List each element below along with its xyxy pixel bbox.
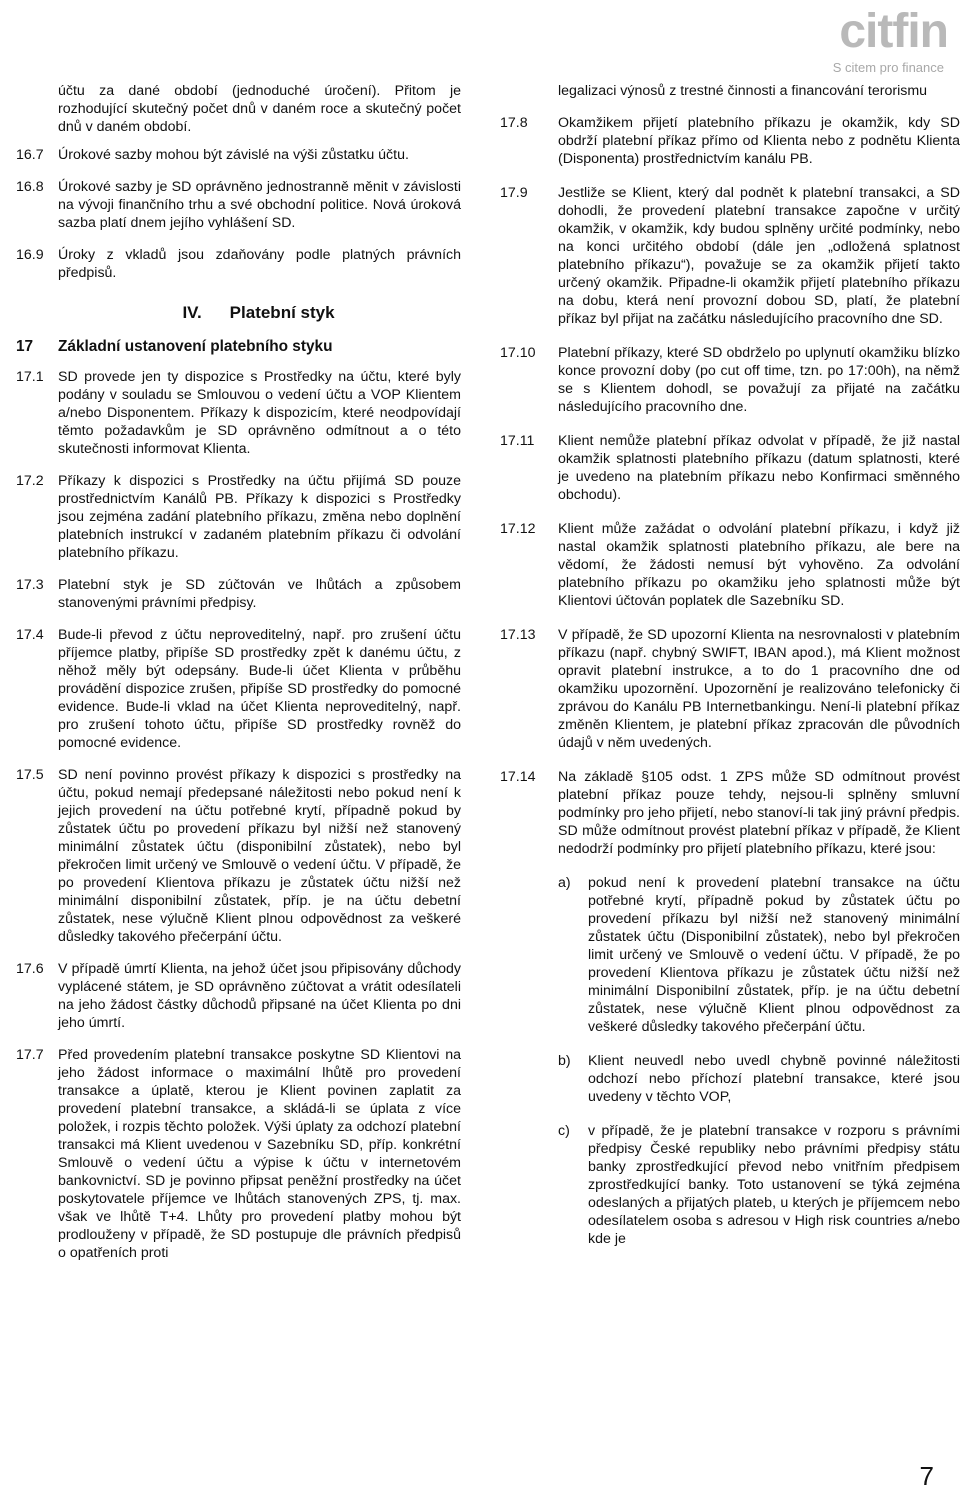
citfin-logo (818, 0, 948, 80)
clause-text: Úrokové sazby mohou být závislé na výši zůstatku účtu. (58, 147, 409, 163)
chapter-title: Základní ustanovení platebního styku (58, 338, 333, 355)
clause-text: SD není povinno provést příkazy k dispozici s prostředky na účtu, pokud nemají předepsané náležitosti nebo pokud není k jejich provedení na účtu potřebné krytí, případně pokud by zůstatek účtu po provedení příkazu byl nižší než stanovený minimální zůstatek účtu (disponibilní zůstatek), nebo byl překročen limit určený ve Smlouvě o vedení účtu. V případě, že po provedení Klientova příkazu je zůstatek účtu nižší než minimální disponibilní zůstatek, příp. je na účtu debetní zůstatek, nese výlučně Klient plnou odpovědnost za veškeré důsledky takového přečerpání účtu. (58, 767, 461, 945)
clause-number: 16.7 (16, 147, 44, 163)
clause-number: 17.4 (16, 627, 44, 643)
clause-17-4 (16, 626, 461, 752)
clause-number: 17.9 (500, 185, 528, 201)
logo-tagline: S citem pro finance (832, 60, 944, 75)
clause-17-8 (500, 114, 960, 168)
subclause-letter: a) (558, 875, 571, 891)
section-title: Platební styk (229, 303, 335, 322)
clause-17-11 (500, 432, 960, 504)
clause-17-10 (500, 344, 960, 416)
clause-text: Úroky z vkladů jsou zdaňovány podle platných právních předpisů. (58, 247, 461, 281)
clause-number: 17.2 (16, 473, 44, 489)
clause-17-6 (16, 960, 461, 1032)
clause-17-1 (16, 368, 461, 458)
paragraph-continuation: účtu za dané období (jednoduché úročení). Přitom je rozhodující skutečný počet dnů v daném roce a skutečný počet dnů v daném období. (58, 83, 461, 135)
subclause-letter: b) (558, 1053, 571, 1069)
clause-16-8 (16, 178, 461, 232)
clause-number: 17.5 (16, 767, 44, 783)
clause-number: 17.3 (16, 577, 44, 593)
clause-text: Před provedením platební transakce poskytne SD Klientovi na jeho žádost informace o maximální lhůtě pro provedení transakce a úplatě, kterou je Klient povinen zaplatit za provedení platební transakce, a skládá-li se úplata z více položek, i rozpis těchto položek. Výši úplaty za odchozí platební transakci má Klient uvedenou v Sazebníku SD, příp. konkrétní Smlouvě o vedení účtu a výpise k účtu v internetovém bankovnictví. SD je povinno připsat peněžní prostředky na účet poskytovatele příjemce ve lhůtách stanovených ZPS, tj. max. však ve lhůtě T+4. Lhůty pro provedení platby mohou být prodlouženy v případě, že SD postupuje dle právních předpisů o opatřeních proti (58, 1047, 461, 1261)
clause-text: Jestliže se Klient, který dal podnět k platební transakci, a SD dohodli, že provedení platební transakce započne v určitý okamžik, v okamžik, kdy budou splněny určité podmínky, nebo na konci určitého období (dále jen „odložená splatnost platebního příkazu“), považuje se za okamžik přijetí takto určený okamžik. Připadne-li okamžik přijetí platebního příkazu na dobu, která není provozní dobou SD, platí, že platební příkaz byl přijat na začátku následujícího pracovního dne SD. (558, 185, 960, 327)
paragraph-continuation: legalizaci výnosů z trestné činnosti a financování terorismu (558, 83, 928, 99)
left-column (16, 82, 461, 1262)
page-number: 7 (919, 1461, 934, 1491)
subclause-letter: c) (558, 1123, 570, 1139)
clause-text: V případě úmrtí Klienta, na jehož účet jsou připisovány důchody vyplácené státem, je SD oprávněno zúčtovat a vrátit odesílateli na jeho žádost částky důchodů připsané na účet Klienta po dni jeho úmrtí. (58, 961, 461, 1031)
clause-number: 17.12 (500, 521, 536, 537)
logo-wordmark: citfin (839, 5, 948, 58)
clause-text: Na základě §105 odst. 1 ZPS může SD odmítnout provést platební příkaz pouze tehdy, nejsou-li splněny smluvní podmínky pro jeho přijetí, nebo stanoví-li tak jiný právní předpis. SD může odmítnout provést platební příkaz v případě, že Klient nedodrží podmínky pro přijetí platebního příkazu, které jsou: (558, 769, 960, 857)
clause-text: Okamžikem přijetí platebního příkazu je okamžik, kdy SD obdrží platební příkaz přímo od Klienta nebo z podnětu Klienta (Disponenta) prostřednictvím kanálu PB. (558, 115, 960, 167)
clause-17-12 (500, 520, 960, 610)
clause-number: 17.14 (500, 769, 536, 785)
subclause-b (558, 1052, 960, 1106)
clause-17-3 (16, 576, 461, 612)
chapter-heading (16, 338, 461, 356)
clause-number: 17.1 (16, 369, 44, 385)
clause-number: 16.9 (16, 247, 44, 263)
clause-text: Bude-li převod z účtu neproveditelný, např. pro zrušení účtu příjemce platby, připíše SD prostředky zpět k danému účtu, z něhož měly být odepsány. Bude-li účet Klienta v průběhu provádění dispozice zrušen, připíše SD prostředky do pomocné evidence. Bude-li vklad na účet Klienta neproveditelný, např. pro zrušení tohoto účtu, připíše SD prostředky rovněž do pomocné evidence. (58, 627, 461, 751)
clause-text: V případě, že SD upozorní Klienta na nesrovnalosti v platebním příkazu (např. chybný SWIFT, IBAN apod.), má Klient možnost opravit platební instrukce, a to do 1 pracovního dne od okamžiku upozornění. Upozornění je realizováno telefonicky či zprávou do Kanálu PB Internetbankingu. Není-li platební příkaz změněn Klientem, je platební příkaz zpracován dle původních údajů v něm uvedených. (558, 627, 960, 751)
clause-17-13 (500, 626, 960, 752)
clause-17-14 (500, 768, 960, 858)
clause-text: Platební příkazy, které SD obdrželo po uplynutí okamžiku blízko konce provozní doby (po cut off time, tzn. po 17:00h), na němž se s Klientem dohodl, se považují za přijaté na začátku následujícího pracovního dne. (558, 345, 960, 415)
clause-number: 16.8 (16, 179, 44, 195)
subclause-text: v případě, že je platební transakce v rozporu s právními předpisy České republiky nebo právními předpisy státu banky zprostředkující převod nebo vnitřním předpisem zprostředkující banky. Toto ustanovení se týká zejména odeslaných a přijatých plateb, u kterých je příjemcem nebo odesílatelem osoba s adresou v High risk countries a/nebo kde je (588, 1123, 960, 1247)
clause-number: 17.11 (500, 433, 535, 449)
clause-number: 17.7 (16, 1047, 44, 1063)
clause-16-7 (16, 146, 461, 164)
section-heading (16, 304, 461, 322)
clause-17-5 (16, 766, 461, 946)
clause-17-7 (16, 1046, 461, 1262)
subclause-text: Klient neuvedl nebo uvedl chybně povinné náležitosti odchozí nebo příchozí platební transakce, které jsou uvedeny v těchto VOP, (588, 1053, 960, 1105)
subclause-c (558, 1122, 960, 1248)
clause-text: Klient nemůže platební příkaz odvolat v případě, že již nastal okamžik splatnosti platebního příkazu (datum splatnosti, které je uvedeno na platebním příkazu nebo Konfirmaci směnného obchodu). (558, 433, 960, 503)
right-column (500, 82, 960, 1248)
clause-number: 17.13 (500, 627, 536, 643)
chapter-number: 17 (16, 338, 34, 355)
clause-text: Úrokové sazby je SD oprávněno jednostranně měnit v závislosti na vývoji finančního trhu a své obchodní politice. Nová úroková sazba platí dnem jejího vyhlášení SD. (58, 179, 461, 231)
subclause-text: pokud není k provedení platební transakce na účtu potřebné krytí, případně pokud by zůstatek účtu po provedení příkazu byl nižší než stanovený minimální zůstatek účtu (Disponibilní zůstatek), nebo byl překročen limit určený ve Smlouvě o vedení účtu. V případě, že po provedení Klientova příkazu je zůstatek účtu nižší než minimální Disponibilní zůstatek, příp. je na účtu debetní zůstatek, nese výlučně Klient plnou odpovědnost za veškeré důsledky takového přečerpání účtu. (588, 875, 960, 1035)
clause-16-9 (16, 246, 461, 282)
subclause-a (558, 874, 960, 1036)
clause-number: 17.10 (500, 345, 536, 361)
clause-17-9 (500, 184, 960, 328)
clause-text: SD provede jen ty dispozice s Prostředky na účtu, které byly podány v souladu se Smlouvou o vedení účtu a VOP Klientem a/nebo Disponentem. Příkazy k dispozicím, které neodpovídají těmto požadavkům je SD oprávněno odmítnout a o této skutečnosti informovat Klienta. (58, 369, 461, 457)
clause-text: Platební styk je SD zúčtován ve lhůtách a způsobem stanovenými právními předpisy. (58, 577, 461, 611)
clause-number: 17.6 (16, 961, 44, 977)
clause-text: Příkazy k dispozici s Prostředky na účtu přijímá SD pouze prostřednictvím Kanálů PB. Příkazy k dispozici s Prostředky jsou zejména zadání platebního příkazu, změna nebo doplnění platebních instrukcí v zadaném platebním příkazu či odvolání platebního příkazu. (58, 473, 461, 561)
section-roman-numeral: IV. (182, 303, 202, 322)
clause-17-2 (16, 472, 461, 562)
clause-text: Klient může zažádat o odvolání platební příkazu, i když již nastal okamžik splatnosti platebního příkazu, ale bere na vědomí, že žádosti nemusí být vyhověno. Za odvolání platebního příkazu po okamžiku jeho splatnosti může být Klientovi účtován poplatek dle Sazebníku SD. (558, 521, 960, 609)
clause-number: 17.8 (500, 115, 528, 131)
